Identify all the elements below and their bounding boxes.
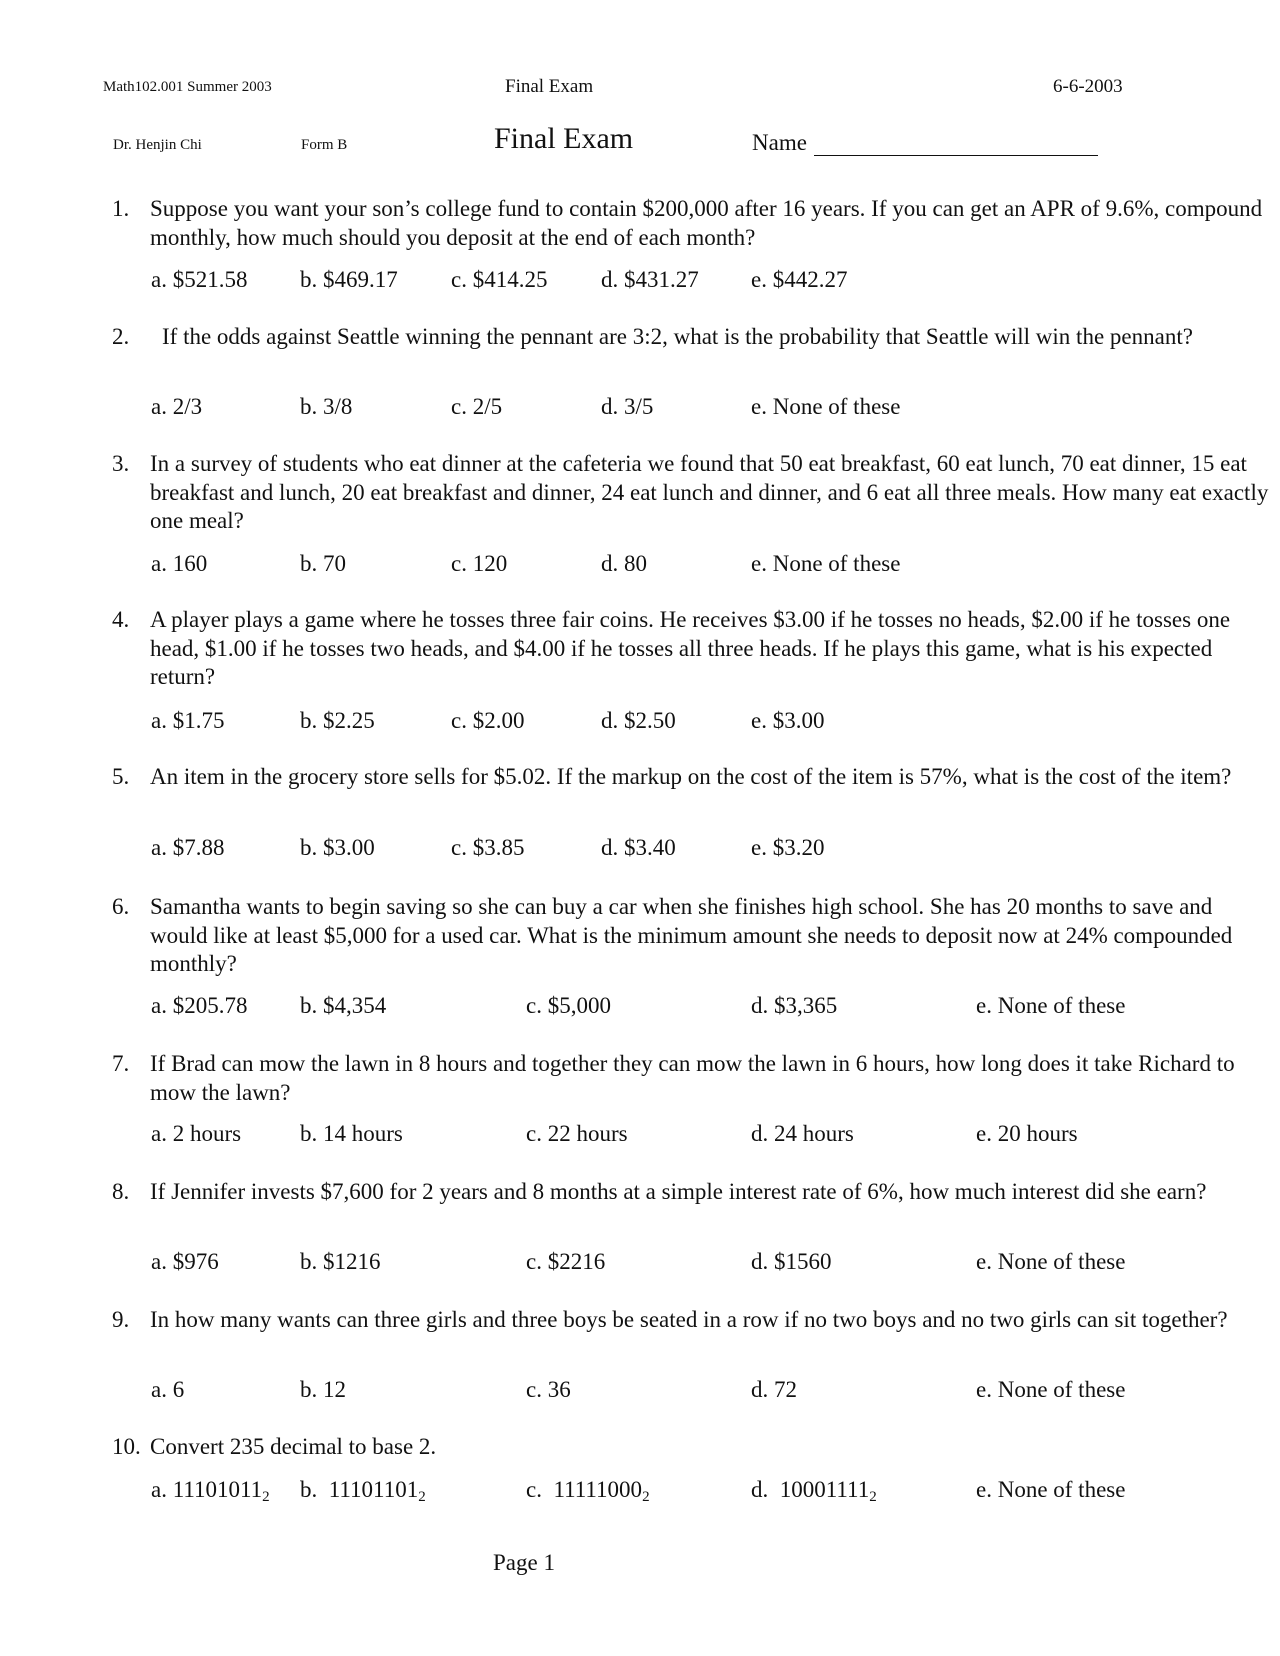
answer-option-b: b. $2.25 bbox=[300, 708, 375, 733]
answer-option-c: c. $414.25 bbox=[451, 267, 548, 292]
question-text: Convert 235 decimal to base 2. bbox=[150, 1434, 437, 1459]
answer-option-d: d. $3.40 bbox=[601, 835, 676, 860]
question-text: In how many wants can three girls and three boys be seated in a row if no two boys and no two girls can sit together? bbox=[150, 1307, 1228, 1332]
answer-option-e: e. $3.20 bbox=[751, 835, 825, 860]
option-label: c. bbox=[526, 1477, 554, 1502]
answer-option-c: c. 120 bbox=[451, 551, 508, 576]
question-number: 9. bbox=[112, 1307, 130, 1332]
answer-option-c: c. $3.85 bbox=[451, 835, 525, 860]
answer-option-e: e. None of these bbox=[976, 1377, 1126, 1402]
binary-digits: 11101011 bbox=[172, 1477, 263, 1502]
answer-option-b: b. $3.00 bbox=[300, 835, 375, 860]
answer-option-a: a. $1.75 bbox=[151, 708, 225, 733]
binary-digits: 10001111 bbox=[779, 1477, 870, 1502]
answer-option-e: e. $442.27 bbox=[751, 267, 848, 292]
answer-option-e: e. None of these bbox=[751, 394, 901, 419]
answer-option-a: a. $7.88 bbox=[151, 835, 225, 860]
exam-date: 6-6-2003 bbox=[1053, 76, 1123, 97]
answer-option-d: d. 72 bbox=[751, 1377, 797, 1402]
answer-option-c bbox=[526, 1477, 650, 1503]
answer-option-a: a. 160 bbox=[151, 551, 208, 576]
answer-option-c: c. 2/5 bbox=[451, 394, 503, 419]
question-number: 4. bbox=[112, 607, 130, 632]
question-number: 8. bbox=[112, 1179, 130, 1204]
question-number: 10. bbox=[112, 1434, 141, 1459]
answer-option-a: a. $205.78 bbox=[151, 993, 248, 1018]
answer-option-b: b. $4,354 bbox=[300, 993, 387, 1018]
question-text: In a survey of students who eat dinner at the cafeteria we found that 50 eat breakfast, 60 eat lunch, 70 eat dinner, 15 eat breakfast and lunch, 20 eat breakfast and dinner, 24 eat lunch and dinner, and 6 eat all three meals. How many eat exactly one meal? bbox=[150, 451, 1269, 533]
answer-option-c: c. $2.00 bbox=[451, 708, 525, 733]
answer-option-d: d. $1560 bbox=[751, 1249, 832, 1274]
question-text: An item in the grocery store sells for $5.02. If the markup on the cost of the item is 57%, what is the cost of the item? bbox=[150, 764, 1232, 789]
question-text: If Jennifer invests $7,600 for 2 years and 8 months at a simple interest rate of 6%, how much interest did she earn? bbox=[150, 1179, 1207, 1204]
page-number: Page 1 bbox=[493, 1550, 555, 1575]
question-number: 3. bbox=[112, 451, 130, 476]
answer-option-a: a. 2 hours bbox=[151, 1121, 242, 1146]
answer-option-a: a. $976 bbox=[151, 1249, 219, 1274]
answer-option-a: a. 2/3 bbox=[151, 394, 203, 419]
answer-option-e: e. 20 hours bbox=[976, 1121, 1078, 1146]
answer-option-a: a. 6 bbox=[151, 1377, 185, 1402]
option-label: a. bbox=[151, 1477, 173, 1502]
answer-option-c: c. $5,000 bbox=[526, 993, 611, 1018]
instructor-label: Dr. Henjin Chi bbox=[113, 137, 202, 153]
answer-option-e: e. None of these bbox=[976, 1477, 1126, 1502]
name-label: Name bbox=[752, 130, 807, 155]
answer-option-d: d. $2.50 bbox=[601, 708, 676, 733]
answer-option-c: c. $2216 bbox=[526, 1249, 606, 1274]
answer-option-d: d. $431.27 bbox=[601, 267, 699, 292]
page-title: Final Exam bbox=[494, 122, 634, 155]
base-subscript: 2 bbox=[262, 1489, 270, 1505]
answer-option-b: b. 14 hours bbox=[300, 1121, 403, 1146]
answer-option-a bbox=[151, 1477, 270, 1503]
answer-option-b: b. 70 bbox=[300, 551, 346, 576]
course-label: Math102.001 Summer 2003 bbox=[103, 79, 272, 95]
question-number: 2. bbox=[112, 324, 130, 349]
answer-option-d: d. 24 hours bbox=[751, 1121, 854, 1146]
answer-option-b: b. 12 bbox=[300, 1377, 346, 1402]
answer-option-e: e. $3.00 bbox=[751, 708, 825, 733]
answer-option-b bbox=[300, 1477, 426, 1503]
answer-option-d: d. $3,365 bbox=[751, 993, 838, 1018]
answer-option-e: e. None of these bbox=[976, 1249, 1126, 1274]
name-field-line bbox=[814, 155, 1098, 156]
answer-option-a: a. $521.58 bbox=[151, 267, 248, 292]
answer-option-b: b. $1216 bbox=[300, 1249, 381, 1274]
header-center-title: Final Exam bbox=[505, 76, 594, 97]
question-text: Samantha wants to begin saving so she can buy a car when she finishes high school. She has 20 months to save and would like at least $5,000 for a used car. What is the minimum amount she needs to deposit now at 24% compounded monthly? bbox=[150, 894, 1233, 976]
question-text: Suppose you want your son’s college fund to contain $200,000 after 16 years. If you can get an APR of 9.6%, compound monthly, how much should you deposit at the end of each month? bbox=[150, 196, 1263, 250]
answer-option-e: e. None of these bbox=[976, 993, 1126, 1018]
question-number: 5. bbox=[112, 764, 130, 789]
question-text: If the odds against Seattle winning the pennant are 3:2, what is the probability that Seattle will win the pennant? bbox=[162, 324, 1193, 349]
base-subscript: 2 bbox=[642, 1489, 650, 1505]
answer-option-d bbox=[751, 1477, 877, 1503]
answer-option-b: b. $469.17 bbox=[300, 267, 398, 292]
answer-option-d: d. 3/5 bbox=[601, 394, 654, 419]
binary-digits: 11111000 bbox=[553, 1477, 643, 1502]
question-number: 7. bbox=[112, 1051, 130, 1076]
option-label: d. bbox=[751, 1477, 780, 1502]
option-label: b. bbox=[300, 1477, 329, 1502]
base-subscript: 2 bbox=[418, 1489, 426, 1505]
question-number: 6. bbox=[112, 894, 130, 919]
question-text: If Brad can mow the lawn in 8 hours and together they can mow the lawn in 6 hours, how long does it take Richard to mow the lawn? bbox=[150, 1051, 1235, 1105]
answer-option-d: d. 80 bbox=[601, 551, 647, 576]
answer-option-c: c. 22 hours bbox=[526, 1121, 628, 1146]
answer-option-e: e. None of these bbox=[751, 551, 901, 576]
binary-digits: 11101101 bbox=[328, 1477, 419, 1502]
answer-option-c: c. 36 bbox=[526, 1377, 571, 1402]
form-label: Form B bbox=[301, 137, 348, 153]
base-subscript: 2 bbox=[869, 1489, 877, 1505]
answer-option-b: b. 3/8 bbox=[300, 394, 353, 419]
question-number: 1. bbox=[112, 196, 130, 221]
question-text: A player plays a game where he tosses three fair coins. He receives $3.00 if he tosses no heads, $2.00 if he tosses one head, $1.00 if he tosses two heads, and $4.00 if he tosses all three heads. If he plays this game, what is his expected return? bbox=[150, 607, 1231, 689]
